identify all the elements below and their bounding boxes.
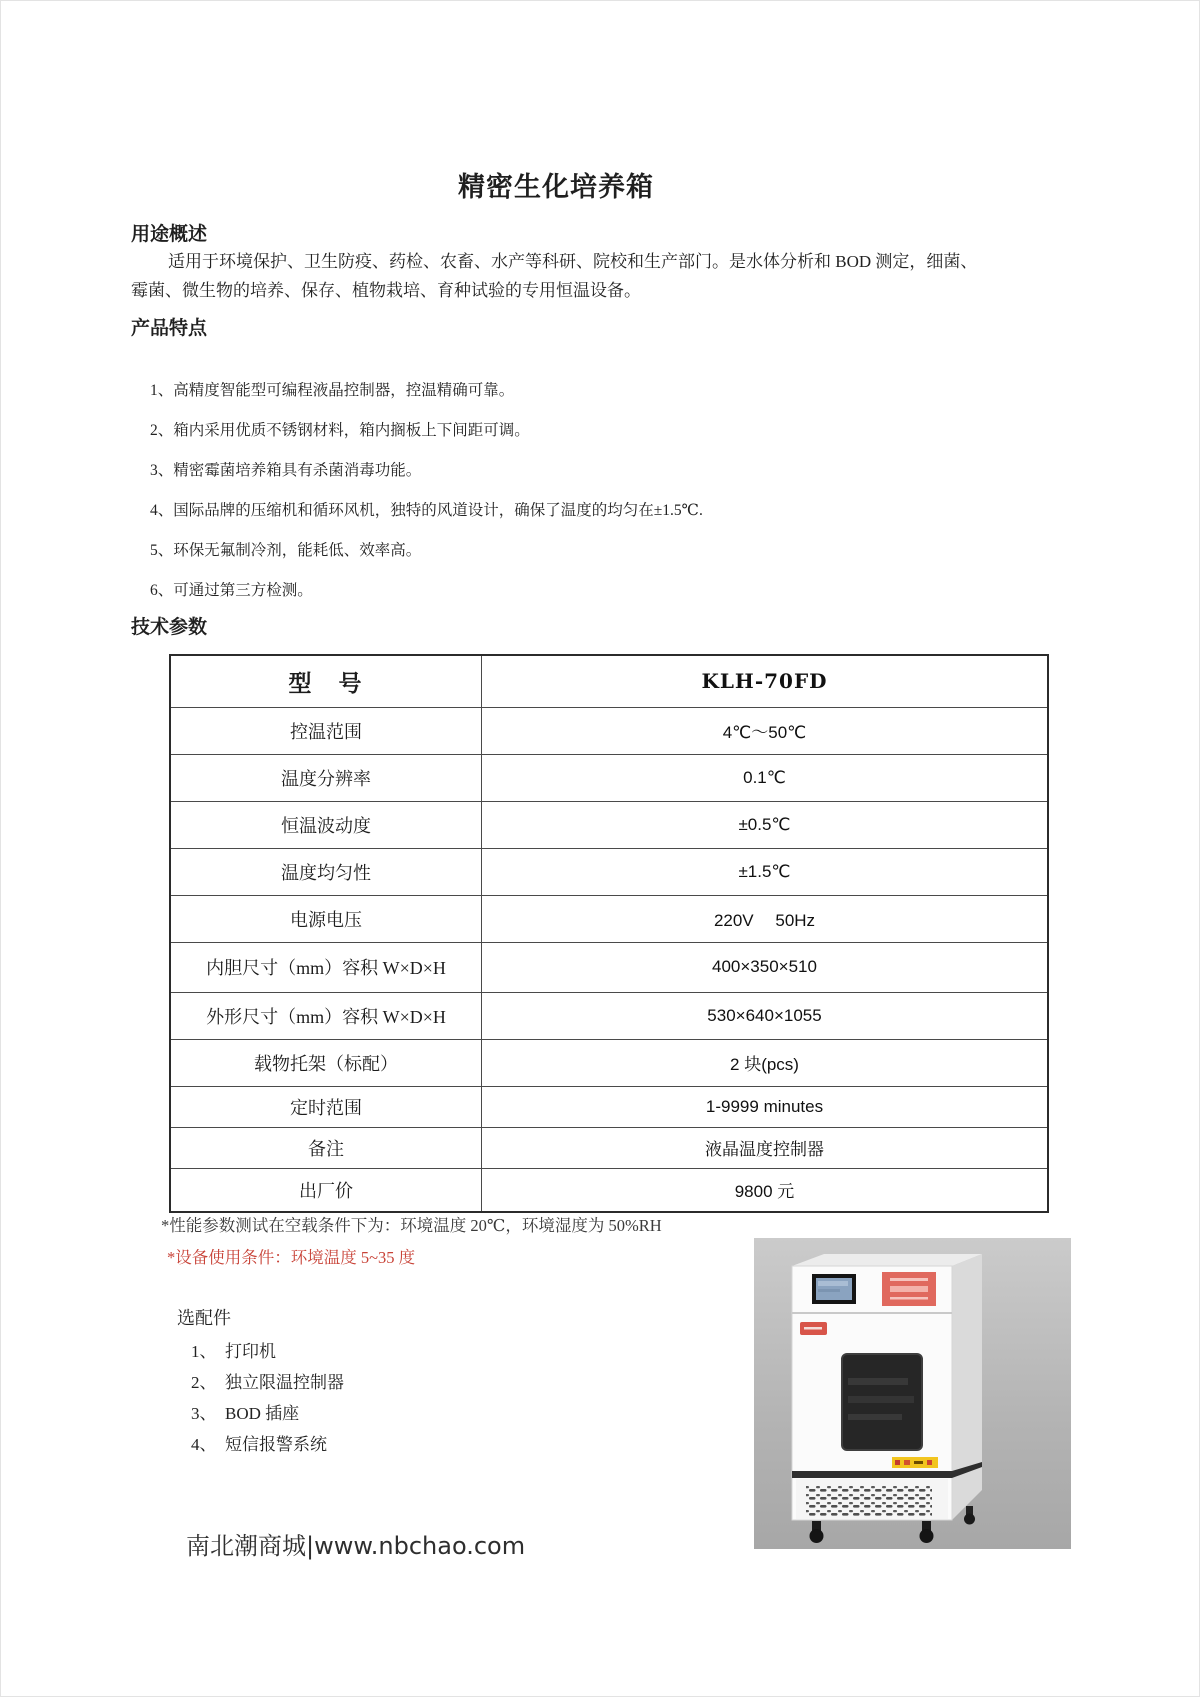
spec-value: 9800 元 — [482, 1168, 1049, 1212]
vent-grille — [806, 1484, 932, 1516]
specs-section-heading: 技术参数 — [131, 616, 208, 638]
cabinet-side-face — [952, 1254, 982, 1520]
features-list — [150, 378, 1050, 618]
usage-condition-note: *设备使用条件：环境温度 5~35 度 — [167, 1248, 416, 1267]
product-photo — [754, 1238, 1071, 1549]
spec-label: 定时范围 — [170, 1086, 482, 1127]
spec-label: 温度均匀性 — [170, 848, 482, 895]
page-title: 精密生化培养箱 — [458, 172, 654, 203]
spec-value: 220V 50Hz — [482, 895, 1049, 942]
test-condition-note: *性能参数测试在空载条件下为：环境温度 20℃，环境湿度为 50%RH — [161, 1216, 662, 1235]
spec-label: 型 号 — [170, 655, 482, 707]
spec-value: 0.1℃ — [482, 754, 1049, 801]
usage-paragraph-line: 适用于环境保护、卫生防疫、药检、农畜、水产等科研、院校和生产部门。是水体分析和 BOD 测定，细菌、 — [168, 252, 978, 271]
spec-value: 2 块(pcs) — [482, 1039, 1049, 1086]
feature-item: 3、精密霉菌培养箱具有杀菌消毒功能。 — [150, 462, 422, 479]
spec-label: 温度分辨率 — [170, 754, 482, 801]
feature-item: 6、可通过第三方检测。 — [150, 582, 313, 599]
spec-value: KLH-70FD — [482, 655, 1049, 707]
usage-section-heading: 用途概述 — [131, 223, 208, 245]
control-band-divider — [792, 1312, 952, 1314]
spec-label: 外形尺寸（mm）容积 W×D×H — [170, 992, 482, 1039]
spec-label: 内胆尺寸（mm）容积 W×D×H — [170, 942, 482, 992]
spec-row — [170, 1086, 1048, 1127]
spec-label: 控温范围 — [170, 707, 482, 754]
feature-item: 4、国际品牌的压缩机和循环风机，独特的风道设计，确保了温度的均匀在±1.5℃. — [150, 502, 703, 519]
spec-row — [170, 754, 1048, 801]
options-section-heading: 选配件 — [177, 1308, 231, 1328]
spec-value: 400×350×510 — [482, 942, 1049, 992]
spec-row — [170, 801, 1048, 848]
spec-table-body — [170, 655, 1048, 1212]
option-item: 3、 BOD 插座 — [191, 1404, 300, 1423]
spec-value: 1-9999 minutes — [482, 1086, 1049, 1127]
spec-row — [170, 848, 1048, 895]
spec-value: ±0.5℃ — [482, 801, 1049, 848]
feature-item: 2、箱内采用优质不锈钢材料，箱内搁板上下间距可调。 — [150, 422, 530, 439]
spec-header-row — [170, 655, 1048, 707]
spec-row — [170, 895, 1048, 942]
spec-label: 载物托架（标配） — [170, 1039, 482, 1086]
spec-table — [169, 654, 1049, 1213]
option-item: 4、 短信报警系统 — [191, 1435, 327, 1454]
usage-paragraph-line: 霉菌、微生物的培养、保存、植物栽培、育种试验的专用恒温设备。 — [131, 281, 641, 300]
spec-row — [170, 1039, 1048, 1086]
spec-label: 恒温波动度 — [170, 801, 482, 848]
spec-row — [170, 1127, 1048, 1168]
spec-value: 4℃～50℃ — [482, 707, 1049, 754]
options-list — [191, 1336, 344, 1460]
feature-item: 1、高精度智能型可编程液晶控制器，控温精确可靠。 — [150, 382, 515, 399]
option-item: 2、 独立限温控制器 — [191, 1373, 344, 1392]
cabinet-top-face — [792, 1254, 982, 1266]
option-item: 1、 打印机 — [191, 1342, 276, 1361]
footer-site-link[interactable]: 南北潮商城|www.nbchao.com — [186, 1532, 526, 1560]
spec-label: 备注 — [170, 1127, 482, 1168]
spec-label: 电源电压 — [170, 895, 482, 942]
spec-value: 530×640×1055 — [482, 992, 1049, 1039]
spec-value: 液晶温度控制器 — [482, 1127, 1049, 1168]
spec-row — [170, 942, 1048, 992]
spec-label: 出厂价 — [170, 1168, 482, 1212]
spec-row — [170, 707, 1048, 754]
spec-row — [170, 992, 1048, 1039]
feature-item: 5、环保无氟制冷剂，能耗低、效率高。 — [150, 542, 422, 559]
spec-value: ±1.5℃ — [482, 848, 1049, 895]
spec-row — [170, 1168, 1048, 1212]
features-section-heading: 产品特点 — [131, 317, 208, 339]
